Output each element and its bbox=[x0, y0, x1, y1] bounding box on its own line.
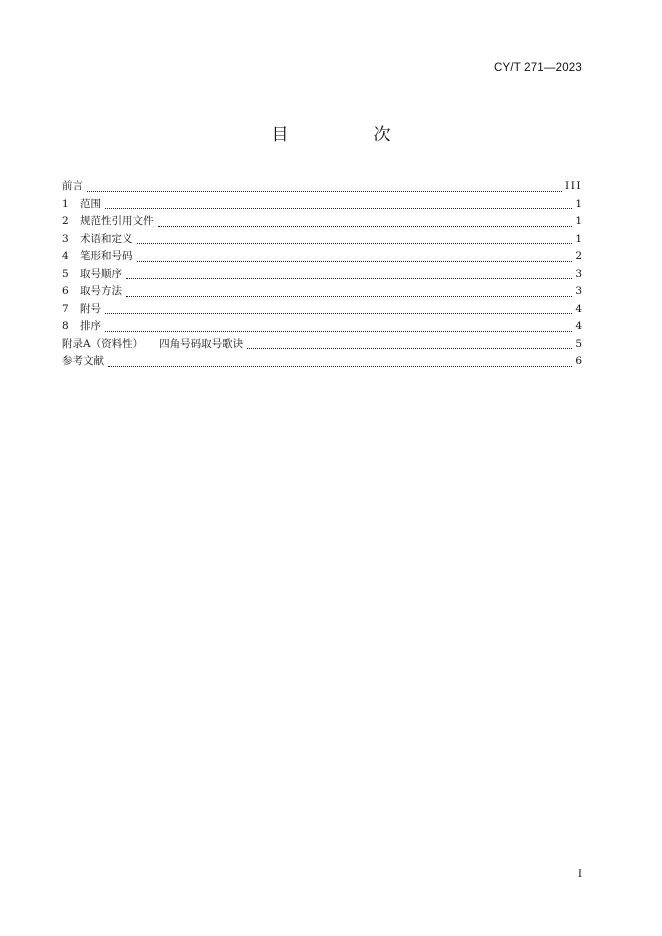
toc-entry-4[interactable] bbox=[62, 248, 582, 266]
toc-entry-page: 4 bbox=[575, 320, 582, 332]
toc-entry-2[interactable] bbox=[62, 213, 582, 231]
toc-entry-page: 4 bbox=[575, 302, 582, 315]
toc-leader-dots bbox=[85, 178, 564, 196]
toc-leader-dots bbox=[124, 266, 574, 284]
toc-entry-title: 笔形和号码 bbox=[80, 250, 133, 262]
toc-entry-page: 3 bbox=[575, 267, 582, 280]
toc-entry-number: 8 bbox=[62, 320, 69, 332]
toc-entry-foreword[interactable] bbox=[62, 178, 582, 196]
toc-entry-number: 2 bbox=[62, 215, 69, 227]
toc-entry-title: 附录A（资料性） bbox=[62, 337, 144, 350]
toc-entry-title: 取号方法 bbox=[80, 285, 122, 297]
page-title: 目 次 bbox=[271, 125, 425, 145]
toc-entry-number: 4 bbox=[62, 250, 69, 262]
toc-leader-dots bbox=[156, 213, 575, 231]
toc-leader-dots bbox=[103, 301, 574, 319]
toc-entry-page: 2 bbox=[575, 250, 582, 262]
toc-leader-dots bbox=[103, 318, 574, 336]
toc-entry-1[interactable] bbox=[62, 196, 582, 214]
toc-entry-page: 1 bbox=[575, 232, 582, 245]
toc-entry-page: 1 bbox=[575, 215, 582, 227]
toc-entry-subtitle: 四角号码取号歌诀 bbox=[159, 337, 244, 350]
toc-entry-5[interactable] bbox=[62, 266, 582, 284]
toc-entry-title: 前言 bbox=[62, 180, 83, 192]
toc-entry-number: 5 bbox=[62, 267, 69, 280]
toc-entry-references[interactable] bbox=[62, 353, 582, 371]
toc-entry-title: 规范性引用文件 bbox=[80, 215, 154, 227]
toc-entry-page: III bbox=[565, 180, 582, 192]
toc-entry-3[interactable] bbox=[62, 231, 582, 249]
table-of-contents bbox=[62, 178, 582, 371]
toc-entry-number: 3 bbox=[62, 232, 69, 245]
toc-entry-6[interactable] bbox=[62, 283, 582, 301]
toc-leader-dots bbox=[245, 336, 574, 354]
toc-entry-page: 3 bbox=[575, 285, 582, 297]
toc-entry-appendix-a[interactable] bbox=[62, 336, 582, 354]
toc-entry-number: 7 bbox=[62, 302, 69, 315]
toc-entry-page: 5 bbox=[575, 337, 582, 350]
toc-entry-title: 排序 bbox=[80, 320, 101, 332]
toc-entry-number: 1 bbox=[62, 197, 69, 210]
toc-entry-title: 附号 bbox=[80, 302, 101, 315]
toc-entry-page: 6 bbox=[575, 355, 582, 367]
toc-leader-dots bbox=[135, 248, 575, 266]
toc-leader-dots bbox=[124, 283, 574, 301]
document-code: CY/T 271—2023 bbox=[493, 62, 582, 74]
toc-entry-7[interactable] bbox=[62, 301, 582, 319]
toc-entry-number: 6 bbox=[62, 285, 69, 297]
toc-entry-page: 1 bbox=[575, 197, 582, 210]
toc-entry-title: 范围 bbox=[80, 197, 101, 210]
page-number: I bbox=[577, 868, 582, 880]
toc-entry-8[interactable] bbox=[62, 318, 582, 336]
toc-leader-dots bbox=[103, 196, 574, 214]
toc-leader-dots bbox=[106, 353, 574, 371]
toc-entry-title: 术语和定义 bbox=[80, 232, 133, 245]
toc-entry-title: 参考文献 bbox=[62, 355, 104, 367]
toc-leader-dots bbox=[135, 231, 575, 249]
toc-entry-title: 取号顺序 bbox=[80, 267, 122, 280]
